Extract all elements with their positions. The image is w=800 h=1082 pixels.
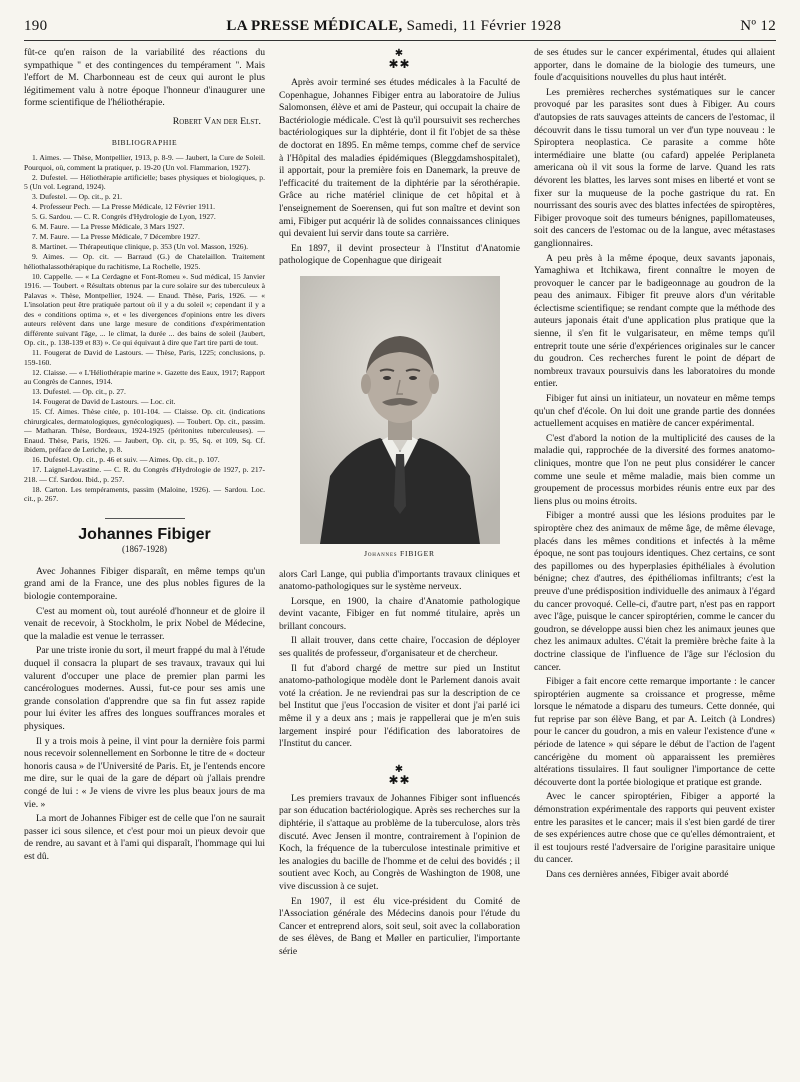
paragraph: Il fut d'abord chargé de mettre sur pied un Institut anatomo-pathologique modèle dont le Parlement danois avait voté la création. Je ne reviendrai pas sur la description de ce bel Institut que j'eus l'occasion de visiter et dont j'ai parlé ici même il y a deux ans ; mais je rappellerai que je m'en suis largement inspiré pour l'édification des laboratoires de l'Institut du cancer. [279, 662, 520, 750]
obituary-title: Johannes Fibiger [78, 525, 211, 543]
paragraph: Après avoir terminé ses études médicales à la Faculté de Copenhague, Johannes Fibiger entra au laboratoire de Julius Salomonsen, élève et ami de Pasteur, qui occupait la chaire de Bactériologie médicale. C'est là qu'il poursuivit ses recherches bactériologiques sur la diphtérie, dont il fit l'objet de sa thèse de doctorat en 1895. En même temps, comme chef de service à l'Hôpital des maladies épidémiques (Bleggdamshospitalet), il apportait, pour la première fois en Danemark, la preuve de l'efficacité du traitement de la diphtérie par la sérothérapie. Grâce au riche matériel clinique de cet hôpital et à l'enseignement de Soerensen, qui fut son maître et devint son ami, Fibiger put acquérir là de solides connaissances cliniques qui devaient lui servir dans toute sa carrière. [279, 77, 520, 240]
bibliography-heading: BIBLIOGRAPHIE [111, 137, 178, 147]
biblio-entry: 5. G. Sardou. — C. R. Congrès d'Hydrologie de Lyon, 1927. [32, 212, 216, 222]
paragraph: Il y a trois mois à peine, il vint pour la dernière fois parmi nous recevoir solennellement en Sorbonne le titre de « docteur honoris causa » de l'Université de Paris. Et, je l'entends encore me dire, sur le quai de la gare de départ où j'allais prendre congé de lui : « Je viens de vivre les plus beaux jours de ma vie. » [24, 735, 265, 810]
portrait-illustration [300, 276, 500, 544]
biblio-entry: 1. Aimes. — Thèse, Montpellier, 1913, p. 8-9. — Jaubert, la Cure de Soleil. Pourquoi, où, comment la pratiquer, p. 19-20 (Un vol. Flammarion, 1927). [24, 153, 265, 172]
bibliography [24, 153, 265, 504]
biblio-entry: 4. Professeur Pech. — La Presse Médicale, 12 Février 1911. [32, 202, 215, 212]
biblio-entry: 3. Dufestel. — Op. cit., p. 21. [32, 192, 123, 202]
paragraph: En 1897, il devint prosecteur à l'Institut d'Anatomie pathologique de Copenhague que dirigeait [279, 242, 520, 267]
biblio-entry: 7. M. Faure. — La Presse Médicale, 7 Décembre 1927. [32, 232, 200, 242]
biblio-entry: 8. Martinet. — Thérapeutique clinique, p. 353 (Un vol. Masson, 1926). [32, 242, 249, 252]
paragraph: A peu près à la même époque, deux savants japonais, Yamaghiwa et Itchikawa, firent connaître le moyen de provoquer le cancer par le badigeonnage au goudron de la peau des animaux. Fibiger fit preuve alors d'un véritable éclectisme scientifique; se rendant compte que la méthode des auteurs japonais était d'une application plus pratique que la sienne, il s'en fit le vulgarisateur, en même temps qu'il entreprit toute une série d'expériences originales sur le cancer du goudron. Ces recherches furent le point de départ de nombreux travaux poursuivis dans les laboratoires du monde entier. [534, 252, 775, 390]
paragraph: Avec le cancer spiroptérien, Fibiger a apporté la démonstration expérimentale des rapports qui peuvent exister entre les parasites et le cancer; mais il s'est bien gardé de tirer de ses expériences autre chose que ce qu'elles démontraient, et il est toujours resté l'adversaire de l'origine parasitaire unique du cancer. [534, 791, 775, 866]
issue-number: Nº 12 [740, 18, 776, 34]
column-1 [24, 47, 265, 1077]
biblio-entry: 2. Dufestel. — Héliothérapie artificielle; bases physiques et biologiques, p. 5 (Un vol. Legrand, 1924). [24, 172, 265, 192]
paragraph: Les premiers travaux de Johannes Fibiger sont influencés par son éducation bactériologique. Après ses recherches sur la diphtérie, il s'attaque au problème de la tuberculose, alors très discuté. Avec Jensen il montre, contrairement à l'opinion de Koch, la fréquence de la tuberculose intestinale primitive et les analogies du bacille de l'homme et de celui des bovidés ; il soutient avec Koch, au Congrès de Washington de 1908, une vive discussion à ce sujet. [279, 792, 520, 892]
paragraph: C'est au moment où, tout auréolé d'honneur et de gloire il venait de recevoir, à Stockholm, le prix Nobel de Médecine, que la maladie est venue le terrasser. [24, 605, 265, 642]
biblio-entry: 16. Dufestel. Op. cit., p. 46 et suiv. — Aimes. Op. cit., p. 107. [32, 455, 220, 465]
paragraph: C'est d'abord la notion de la multiplicité des causes de la maladie qui, rapprochée de la diversité des formes anatomo-cliniques, montre que l'on ne peut plus considérer le cancer comme une seule et même maladie, mais bien comme un groupement de processus morbides réunis entre eux par des liens plus ou moins étroits. [534, 432, 775, 507]
author-signature: Robert Van der Elst. [172, 115, 261, 127]
paragraph: En 1907, il est élu vice-président du Comité de l'Association générale des Médecins danois pour l'étude du Cancer et entreprend alors, soit seul, soit avec la collaboration de ses élèves, de Bang et Møller en particulier, l'importante série [279, 895, 520, 957]
biblio-entry: 18. Carton. Les tempéraments, passim (Maloine, 1926). — Sardou. Loc. cit., p. 267. [24, 484, 265, 504]
biblio-entry: 14. Fougerat de David de Lastours. — Loc. cit. [32, 397, 176, 407]
paragraph: La mort de Johannes Fibiger est de celle que l'on ne saurait passer ici sous silence, et c'est pour moi un pieux devoir que de rendre, au savant et à l'ami qui disparaît, l'hommage qui lui est dû. [24, 813, 265, 862]
biblio-entry: 6. M. Faure. — La Presse Médicale, 3 Mars 1927. [32, 222, 185, 232]
paragraph: Avec Johannes Fibiger disparaît, en même temps qu'un grand ami de la France, une des plus nobles figures de la biologie contemporaine. [24, 565, 265, 603]
biblio-entry: 17. Laignel-Lavastine. — C. R. du Congrès d'Hydrologie de 1927, p. 217-218. — Cf. Sardou. Ibid., p. 257. [24, 465, 265, 484]
column-3 [534, 47, 775, 1077]
paragraph: Fibiger a montré aussi que les lésions produites par le spiroptère chez des animaux de même âge, de même élevage, placés dans les mêmes conditions et infectés à la même époque, ne sont pas toujours identiques. Chez certains, ce sont des papillomes ou des hyperplasies épithéliales à évolution bénigne; chez d'autres, des épithéliomas infiltrants; c'est la preuve d'une prédisposition individuelle des animaux à l'égard du cancer provoqué. Celle-ci, d'autre part, n'est pas en rapport avec l'âge, puisque le cancer spiroptérien, comme le cancer du goudron, se développe aussi bien chez les animaux jeunes que chez les animaux adultes. C'était la première brèche faite à la doctrine classique de l'influence de l'âge sur l'éclosion du cancer. [534, 510, 775, 673]
paragraph: Lorsque, en 1900, la chaire d'Anatomie pathologique devint vacante, Fibiger en fut nommé titulaire, après un brillant concours. [279, 595, 520, 632]
issue-date: Samedi, 11 Février 1928 [406, 18, 562, 34]
section-divider [105, 518, 185, 519]
journal-name: LA PRESSE MÉDICALE, [226, 18, 403, 34]
portrait-caption: Johannes FIBIGER [364, 548, 435, 558]
paragraph: Fibiger fut ainsi un initiateur, un novateur en même temps qu'un chef d'école. On lui doit une grande partie des données actuellement acquises en matière de cancer expérimental. [534, 393, 775, 430]
intro-paragraph: fût-ce qu'en raison de la variabilité des réactions du sympathique " et des contingences du tempérament ". Mais l'effort de M. Charbonneau est de ceux qui auront le plus légitimement valu à notre époque l'honneur d'inaugurer une forme scientifique de l'héliothérapie. [24, 47, 265, 109]
biblio-entry: 10. Cappelle. — « La Cerdagne et Font-Romeu ». Sud médical, 15 Janvier 1916. — Toubert. « Résultats obtenus par la cure solaire sur des tuberculeux à Palavas ». Thèse, Montpellier, 1924. — Enaud. Thèse, Paris, 1926. — « L'insolation peut être pratiquée partout où il y a du soleil »; cependant il y a des « conditions optima », et « les divergences d'opinions entre les divers auteurs relèvent dans une large mesure de conditions d'expérimentation différente suivant l'âge, ... le climat, la durée ... des bains de soleil (Jaubert, Op. cit., p. 138-139 et 83) ». Ce qui équivaut à dire que l'art tire parti de tout. [24, 271, 265, 348]
columns [24, 47, 776, 1077]
obituary-years: (1867-1928) [122, 544, 167, 555]
paragraph: Dans ces dernières années, Fibiger avait abordé [546, 869, 729, 880]
portrait-photo [300, 276, 500, 544]
page-number: 190 [24, 18, 48, 34]
paragraph: Il allait trouver, dans cette chaire, l'occasion de déployer ses qualités de professeur, d'organisateur et de chercheur. [279, 635, 520, 660]
journal-title [226, 18, 561, 35]
paragraph: Les premières recherches systématiques sur le cancer provoqué par les parasites sont dues à Fibiger. Au cours d'autopsies de rats sauvages atteints de cancers de l'estomac, il découvrit dans le tissu tumoral un ver d'un type nouveau : le Spiroptera neoplastica. Ce parasite a comme hôte intermédiaire une blatte (ou cafard) appelée Periplaneta americana où il vit sous la forme de larve. Quand les rats dévorent les blattes, les larves sont mises en liberté et vont se fixer sur la muqueuse de la poche gastrique du rat. En nourrissant des souris avec des blattes infectées de spiroptères, Fibiger provoque soit des tumeurs bénignes, papillomateuses, soit des cancers de l'estomac ou de la langue, avec métastases ganglionnaires. [534, 86, 775, 249]
asterism-ornament: ✱ ✱✱ [388, 48, 411, 71]
running-header [24, 18, 776, 41]
paragraph: Par une triste ironie du sort, il meurt frappé du mal à l'étude duquel il consacra la plupart de ses travaux, travaux qui lui valurent d'occuper une place de premier plan parmi les cancérologues modernes. Aussi, fut-ce pour ses amis une grande consolation d'apprendre que sa fin fut assez rapide pour lui éviter les affres des longues souffrances morales et physiques. [24, 645, 265, 732]
biblio-entry: 9. Aimes. — Op. cit. — Barraud (G.) de Chatelaillon. Traitement héliothalassothérapique du rachitisme, La Rochelle, 1925. [24, 252, 265, 271]
paragraph: Fibiger a fait encore cette remarque importante : le cancer spiroptérien augmente sa croissance et progresse, même lorsque le nématode a disparu des tumeurs. Cette donnée, qui fut reprise par son élève Bang, et par A. Leitch (à Londres) pour le cancer du goudron, a mis en valeur l'existence d'une « période de latence » qui sépare le début de l'action de l'agent cancérigène du moment où apparaissent les premières altérations tissulaires. Il faut souligner l'importance de cette découverte dont la portée biologique et pratique est grande. [534, 676, 775, 788]
biblio-entry: 11. Fougerat de David de Lastours. — Thèse, Paris, 1225; conclusions, p. 159-160. [24, 348, 265, 367]
biblio-entry: 13. Dufestel. — Op. cit., p. 27. [32, 387, 126, 397]
biblio-entry: 12. Claisse. — « L'Héliothérapie marine ». Gazette des Eaux, 1917; Rapport au Congrès de Cannes, 1914. [24, 367, 265, 387]
paragraph: de ses études sur le cancer expérimental, études qui allaient apporter, dans le domaine de la biologie des tumeurs, une foule d'acquisitions nouvelles du plus haut intérêt. [534, 47, 775, 84]
column-2 [279, 47, 520, 1077]
biblio-entry: 15. Cf. Aimes. Thèse citée, p. 101-104. — Claisse. Op. cit. (indications chirurgicales, dermatologiques, gynécologiques). — Toubert. Op. cit., passim. — Matharan. Thèse, Bordeaux, 1924-1925 (péritonites tuberculeuses). — Enaud. Thèse, Paris, 1926. — Jaubert, Op. cit, p. 95, Sq. et 109, Sq. Cf. ibidem, préface de Leriche, p. 8. [24, 407, 265, 455]
asterism-ornament: ✱ ✱✱ [388, 763, 411, 787]
paragraph: alors Carl Lange, qui publia d'importants travaux cliniques et anatomo-pathologiques sur le système nerveux. [279, 568, 520, 593]
